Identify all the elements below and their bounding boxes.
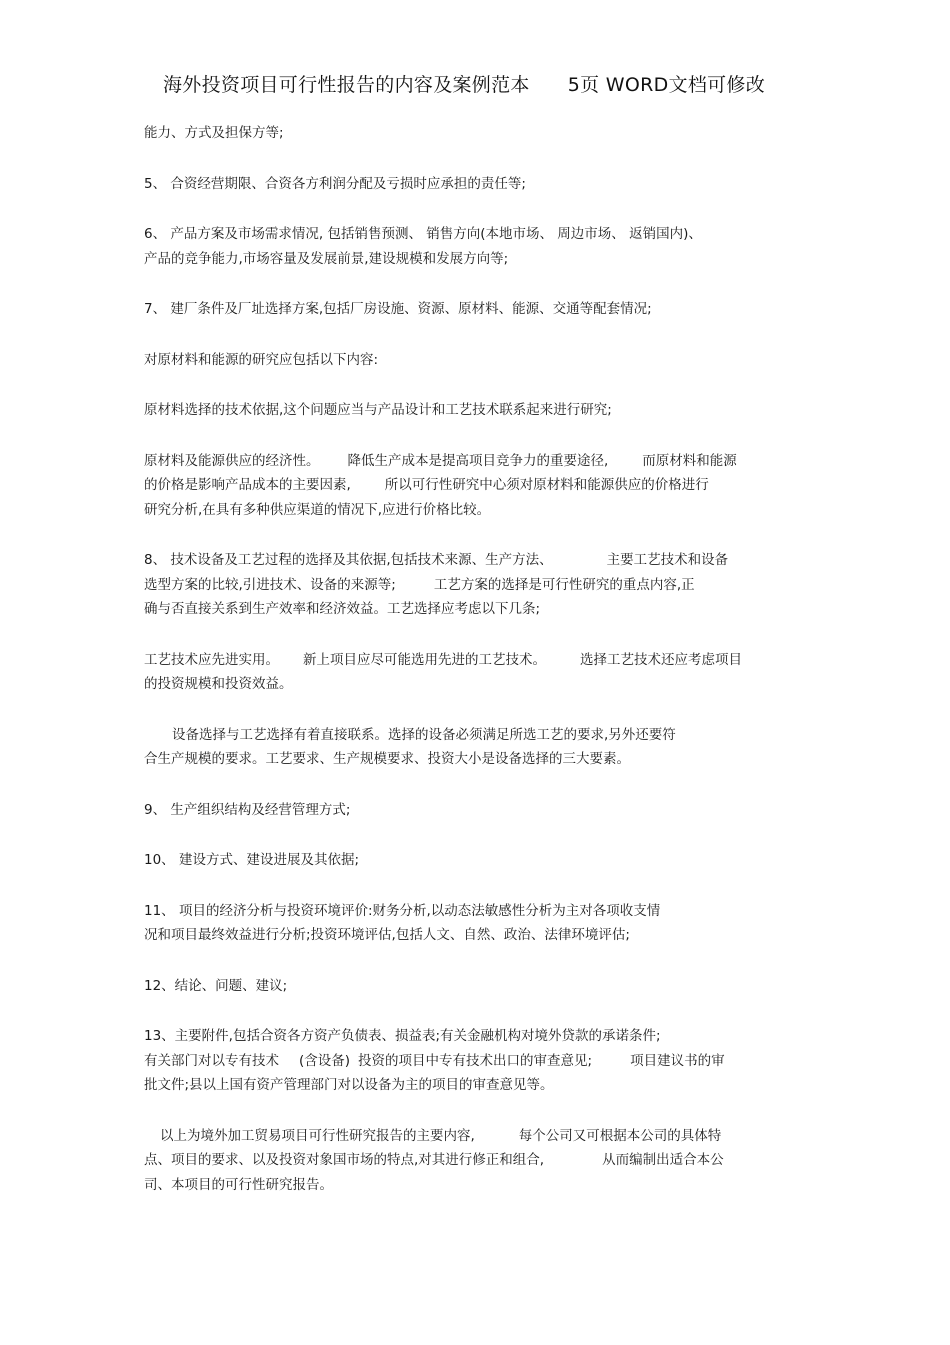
- text-line: 11、 项目的经济分析与投资环境评价:财务分析,以动态法敏感性分析为主对各项收支情: [144, 902, 661, 919]
- text-line: 12、结论、问题、建议;: [144, 977, 288, 994]
- text-segment: 工艺技术应先进实用。: [144, 651, 279, 668]
- text-line: 司、本项目的可行性研究报告。: [144, 1176, 333, 1193]
- list-item-13: [144, 1024, 824, 1098]
- list-item-12: [144, 974, 824, 999]
- paragraph: [144, 449, 824, 523]
- text-segment: 新上项目应尽可能选用先进的工艺技术。: [303, 651, 546, 668]
- document-format: WORD文档可修改: [605, 74, 766, 96]
- text-line: 的投资规模和投资效益。: [144, 676, 293, 692]
- list-item-9: [144, 798, 824, 823]
- text-segment: 所以可行性研究中心须对原材料和能源供应的价格进行: [384, 477, 709, 493]
- text-line: 批文件;县以上国有资产管理部门对以设备为主的项目的审查意见等。: [144, 1077, 554, 1093]
- paragraph: [144, 648, 824, 697]
- page-count: 5页: [567, 74, 600, 96]
- text-line: 合生产规模的要求。工艺要求、生产规模要求、投资大小是设备选择的三大要素。: [144, 751, 630, 767]
- text-segment: 原材料及能源供应的经济性。: [144, 452, 320, 469]
- text-segment: 有关部门对以专有技术: [144, 1052, 279, 1069]
- text-segment: 从而编制出适合本公: [602, 1152, 724, 1168]
- text-segment: 项目建议书的审: [630, 1052, 725, 1069]
- text-segment: 选择工艺技术还应考虑项目: [580, 651, 742, 668]
- document-body: [144, 121, 824, 1223]
- paragraph: [144, 348, 824, 373]
- list-item-6: [144, 222, 824, 271]
- paragraph: [144, 398, 824, 423]
- text-segment: (含设备): [299, 1052, 351, 1069]
- text-line: 7、 建厂条件及厂址选择方案,包括厂房设施、资源、原材料、能源、交通等配套情况;: [144, 301, 652, 317]
- text-line: [144, 1049, 824, 1074]
- text-line: 研究分析,在具有多种供应渠道的情况下,应进行价格比较。: [144, 501, 491, 518]
- text-segment: 工艺方案的选择是可行性研究的重点内容,正: [433, 576, 695, 593]
- list-item-11: [144, 899, 824, 948]
- list-item-10: [144, 848, 824, 873]
- text-line: 设备选择与工艺选择有着直接联系。选择的设备必须满足所选工艺的要求,另外还要符: [172, 726, 676, 743]
- text-line: 9、 生产组织结构及经营管理方式;: [144, 801, 351, 818]
- text-line: [144, 573, 824, 598]
- text-line: 5、 合资经营期限、合资各方利润分配及亏损时应承担的责任等;: [144, 175, 526, 192]
- text-line: 6、 产品方案及市场需求情况, 包括销售预测、 销售方向(本地市场、 周边市场、 返销国内)、: [144, 226, 702, 242]
- text-line: 况和项目最终效益进行分析;投资环境评估,包括人文、自然、政治、法律环境评估;: [144, 927, 630, 943]
- text-line: 确与否直接关系到生产效率和经济效益。工艺选择应考虑以下几条;: [144, 601, 541, 617]
- list-item-8: [144, 548, 824, 622]
- text-line: 13、主要附件,包括合资各方资产负债表、损益表;有关金融机构对境外贷款的承诺条件;: [144, 1028, 661, 1044]
- text-line: 对原材料和能源的研究应包括以下内容:: [144, 351, 379, 368]
- text-segment: 以上为境外加工贸易项目可行性研究报告的主要内容,: [160, 1127, 475, 1144]
- list-item-5: [144, 172, 824, 197]
- text-line: 能力、方式及担保方等;: [144, 125, 284, 141]
- text-segment: 每个公司又可根据本公司的具体特: [518, 1127, 722, 1144]
- text-line: [144, 648, 824, 673]
- paragraph: [144, 723, 824, 772]
- text-segment: 而原材料和能源: [642, 452, 737, 469]
- page-header: [163, 70, 883, 97]
- text-line: [144, 548, 824, 573]
- text-segment: 投资的项目中专有技术出口的审查意见;: [358, 1052, 593, 1069]
- text-segment: 选型方案的比较,引进技术、设备的来源等;: [144, 576, 396, 593]
- text-line: 10、 建设方式、建设进展及其依据;: [144, 852, 360, 868]
- text-line: [144, 449, 824, 474]
- text-line: 产品的竞争能力,市场容量及发展前景,建设规模和发展方向等;: [144, 250, 509, 267]
- text-line: [144, 1124, 824, 1149]
- paragraph: [144, 1124, 824, 1198]
- text-segment: 的价格是影响产品成本的主要因素,: [144, 477, 351, 493]
- text-segment: 主要工艺技术和设备: [606, 552, 729, 568]
- text-segment: 降低生产成本是提高项目竞争力的重要途径,: [347, 452, 609, 469]
- text-segment: 点、项目的要求、以及投资对象国市场的特点,对其进行修正和组合,: [144, 1152, 545, 1168]
- text-line: [144, 1148, 824, 1173]
- text-line: [144, 473, 824, 498]
- text-line: 原材料选择的技术依据,这个问题应当与产品设计和工艺技术联系起来进行研究;: [144, 402, 612, 418]
- list-item-7: [144, 297, 824, 322]
- document-title: 海外投资项目可行性报告的内容及案例范本: [163, 74, 530, 96]
- text-segment: 8、 技术设备及工艺过程的选择及其依据,包括技术来源、生产方法、: [144, 552, 553, 568]
- paragraph: [144, 121, 824, 146]
